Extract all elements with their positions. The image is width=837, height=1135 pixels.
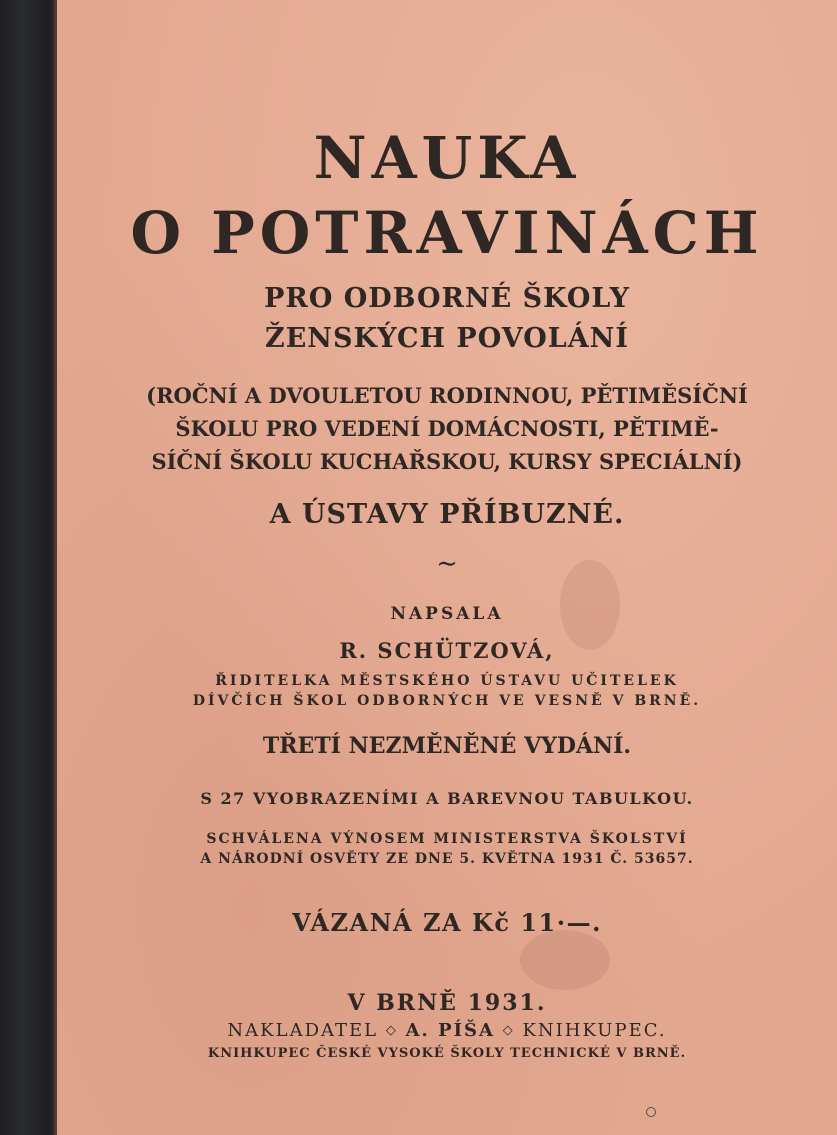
edition-statement: TŘETÍ NEZMĚNĚNÉ VYDÁNÍ.	[262, 733, 632, 759]
approval-line-2: A NÁRODNÍ OSVĚTY ZE DNE 5. KVĚTNA 1931 Č. 53657.	[200, 851, 694, 867]
publisher-name: A. PÍŠA	[405, 1020, 496, 1041]
place-year: V BRNĚ 1931.	[347, 990, 547, 1016]
subtitle-line-2: ŽENSKÝCH POVOLÁNÍ	[265, 323, 629, 354]
title-line-1: NAUKA	[313, 124, 581, 192]
author-role-line-1: ŘIDITELKA MĚSTSKÉHO ÚSTAVU UČITELEK	[215, 673, 679, 689]
ornament-divider-icon: ∼	[436, 549, 458, 579]
circle-mark-icon	[646, 1107, 656, 1117]
illustrations-note: S 27 VYOBRAZENÍMI A BAREVNOU TABULKOU.	[200, 789, 694, 808]
school-types-line-1: (ROČNÍ A DVOULETOU RODINNOU, PĚTIMĚSÍČNÍ	[146, 383, 748, 408]
author-name: R. SCHÜTZOVÁ,	[339, 638, 555, 663]
school-types-line-2: ŠKOLU PRO VEDENÍ DOMÁCNOSTI, PĚTIMĚ-	[175, 416, 719, 441]
approval-line-1: SCHVÁLENA VÝNOSEM MINISTERSTVA ŠKOLSTVÍ	[206, 831, 688, 847]
author-role-line-2: DÍVČÍCH ŠKOL ODBORNÝCH VE VESNĚ V BRNĚ.	[192, 693, 702, 709]
diamond-icon: ◇	[502, 1023, 515, 1038]
bookseller-line: KNIHKUPEC ČESKÉ VYSOKÉ ŠKOLY TECHNICKÉ V BRNĚ.	[207, 1046, 687, 1061]
publisher-prefix: NAKLADATEL	[227, 1020, 379, 1041]
book-spine	[0, 0, 57, 1135]
title-line-2: O POTRAVINÁCH	[130, 199, 764, 267]
paper-stain	[520, 930, 610, 990]
written-by-label: NAPSALA	[390, 604, 504, 624]
price-line: VÁZANÁ ZA Kč 11·—.	[292, 908, 602, 937]
institutions-line: A ÚSTAVY PŘÍBUZNÉ.	[269, 499, 625, 530]
publisher-suffix: KNIHKUPEC.	[522, 1020, 667, 1041]
diamond-icon: ◇	[385, 1023, 398, 1038]
subtitle-line-1: PRO ODBORNÉ ŠKOLY	[264, 283, 630, 314]
publisher-line	[57, 1020, 837, 1041]
school-types-line-3: SÍČNÍ ŠKOLU KUCHAŘSKOU, KURSY SPECIÁLNÍ)	[151, 449, 743, 474]
